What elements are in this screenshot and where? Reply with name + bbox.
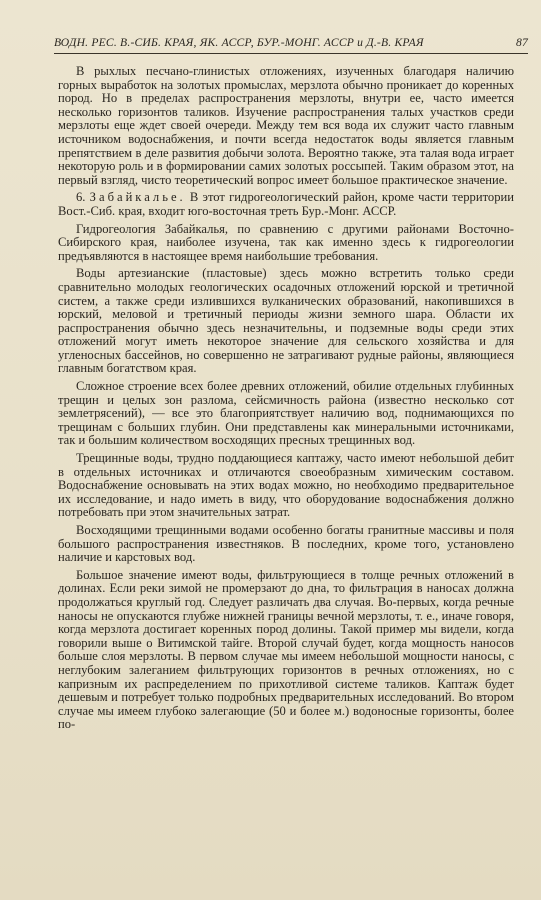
paragraph-artesian: Воды артезианские (пластовые) здесь можно встретить только среди сравнительно молодых геологических осадочных отложений юрской и третичной систем, а также среди излившихся вулканических образований, накопившихся в юрский, меловой и третичный периоды жизни земного шара. Области их распространения обычно здесь незначительны, и подземные воды среди этих отложений могут иметь некоторое значение для сельского хозяйства и для угленосных бассейнов, но совершенно не затрагивают рудные районы, являющиеся главным богатством края. (58, 266, 514, 376)
page-number: 87 (516, 36, 528, 49)
running-header (54, 36, 528, 49)
section-intro: В этот гидрогеологический район, кроме части территории Вост.-Сиб. края, входит юго-восточная треть Бур.-Монг. АССР. (58, 190, 514, 218)
running-title: ВОДН. РЕС. В.-СИБ. КРАЯ, ЯК. АССР, БУР.-МОНГ. АССР и Д.-В. КРАЯ (54, 36, 424, 49)
body-text (58, 65, 514, 736)
paragraph-section-6 (58, 191, 514, 218)
section-heading: Забайкалье. (89, 190, 186, 205)
paragraph-river-water: Большое значение имеют воды, фильтрующиеся в толще речных отложений в долинах. Если реки зимой не промерзают до дна, то фильтрация в наносах должна продолжаться круглый год. Следует различать два случая. Во-первых, когда речные наносы не опускаются глубже нижней границы вечной мерзлоты, т. е., иначе говоря, когда мерзлота достигает коренных пород долины. Такой пример мы видели, когда говорили выше о Витимской тайге. Второй случай будет, когда мощность наносов больше слоя мерзлоты. В первом случае мы имеем небольшой мощности наносы, с неглубоким залеганием фильтрующих горизонтов в речных отложениях, но с капризным их распределением по прихотливой системе таликов. Каптаж будет дешевым и потребует только подробных предварительных исследований. Во втором случае мы имеем глубоко залегающие (50 и более м.) водоносные горизонты, более по- (58, 567, 514, 732)
header-rule (54, 53, 528, 54)
paragraph-structure: Сложное строение всех более древних отложений, обилие отдельных глубинных трещин и целых зон разлома, сейсмичность района (известно несколько сот землетрясений), — все это благоприятствует наличию вод, поднимающихся по трещинам с больших глубин. Они представлены как минеральными источниками, так и большим количеством восходящих пресных трещинных вод. (58, 379, 514, 448)
paragraph-fissure: Трещинные воды, трудно поддающиеся каптажу, часто имеют небольшой дебит в отдельных источниках и отличаются своеобразным химическим составом. Водоснабжение основывать на этих водах можно, но необходимо предварительное их исследование, и надо иметь в виду, что оборудование водоснабжения должно потребовать при этом значительных затрат. (58, 451, 514, 520)
paragraph-granite: Восходящими трещинными водами особенно богаты гранитные массивы и поля большого распространения известняков. В последних, кроме того, установлено наличие и карстовых вод. (58, 523, 514, 565)
paragraph-hydrogeology: Гидрогеология Забайкалья, по сравнению с другими районами Восточно-Сибирского края, наиболее изучена, так как именно здесь к гидрогеологии предъявляются в настоящее время наибольшие требования. (58, 221, 514, 263)
section-number: 6. (76, 190, 86, 205)
paragraph-permafrost: В рыхлых песчано-глинистых отложениях, изученных благодаря наличию горных выработок на золотых промыслах, мерзлота обычно проникает до коренных пород. Но в пределах распространения мерзлоты, внутри ее, часто имеется несколько горизонтов таликов. Изучение распространения талых участков среди мерзлоты еще ждет своей очереди. Между тем вся вода их служит часто главным источником водоснабжения, и почти всегда недостаток воды является главным препятствием в деле развития добычи золота. Вероятно также, эта талая вода играет некоторую роль и в формировании самих золотых россыпей. Таким образом этот, на первый взгляд, чисто теоретический вопрос имеет большое практическое значение. (58, 64, 514, 187)
